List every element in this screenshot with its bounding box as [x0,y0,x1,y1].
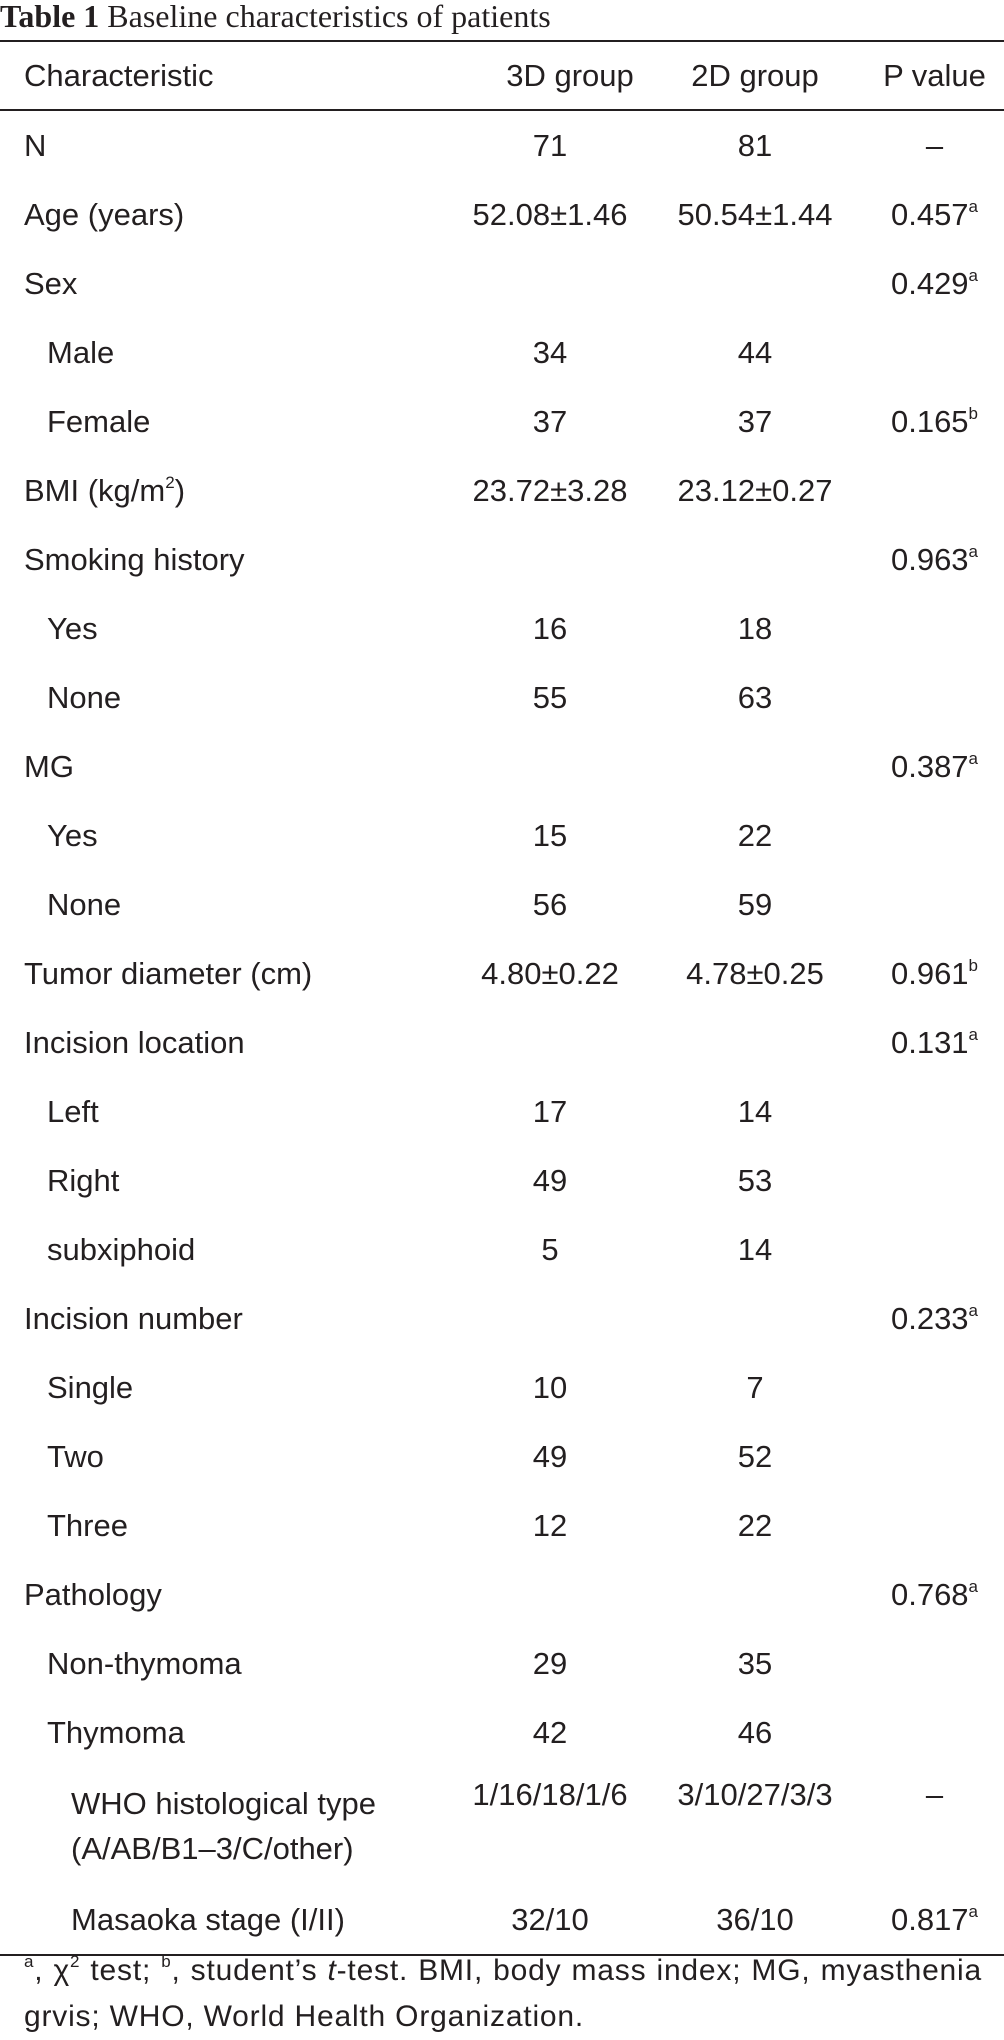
p-superscript: a [968,541,979,561]
header-row [0,41,1004,110]
label-superscript: 2 [165,472,175,492]
footnote-text-4: -test. BMI, body mass index; MG, myasthenia grvis; WHO, World Health Organization. [24,1954,982,2033]
p-superscript: a [968,196,979,216]
row-label: Incision number [24,1300,243,1336]
p-value: 0.233 [890,1300,969,1336]
cell-2d: 46 [737,1714,773,1750]
table-row [0,249,1004,318]
table-row [0,1767,1004,1885]
table-row [0,1698,1004,1767]
row-label-line2: (A/AB/B1–3/C/other) [71,1831,354,1866]
row-label: Smoking history [24,541,245,577]
cell-p [865,318,1004,387]
row-label: Three [47,1507,128,1543]
row-label: Sex [24,265,78,301]
table-row [0,1491,1004,1560]
table-title [0,0,551,38]
p-superscript: a [968,748,979,768]
footnote-sup-2: 2 [70,1952,81,1971]
table-row [0,939,1004,1008]
cell-p [865,1560,1004,1629]
table-row [0,1629,1004,1698]
row-label: Yes [47,817,98,853]
cell-p [865,1008,1004,1077]
row-label: Yes [47,610,98,646]
cell-3d: 49 [532,1162,568,1198]
cell-3d: 4.80±0.22 [481,955,619,991]
cell-2d: 23.12±0.27 [677,472,833,508]
row-label: Pathology [24,1576,162,1612]
p-value: 0.768 [890,1576,969,1612]
row-label: Incision location [24,1024,245,1060]
cell-3d [455,1560,645,1629]
row-label [0,1767,455,1885]
cell-3d: 56 [532,886,568,922]
column-header-characteristic: Characteristic [24,57,214,93]
cell-3d: 15 [532,817,568,853]
cell-3d: 5 [541,1231,559,1267]
footnote-sup-b: b [161,1952,172,1971]
cell-p [865,1146,1004,1215]
cell-2d: 18 [737,610,773,646]
column-header-2d-group: 2D group [691,57,819,93]
cell-p [865,525,1004,594]
p-superscript: a [968,1901,979,1921]
p-superscript: a [968,1024,979,1044]
cell-3d: 34 [532,334,568,370]
table-row [0,870,1004,939]
cell-p [865,249,1004,318]
cell-p [865,1077,1004,1146]
cell-2d: 35 [737,1645,773,1681]
table-number: Table 1 [0,0,100,34]
table-row [0,663,1004,732]
cell-3d: 42 [532,1714,568,1750]
cell-p [865,180,1004,249]
p-value: 0.165 [890,403,969,439]
cell-p [865,1629,1004,1698]
row-label: Non-thymoma [47,1645,242,1681]
p-value: 0.387 [890,748,969,784]
baseline-table [0,40,1004,1956]
table-row [0,594,1004,663]
table-row [0,387,1004,456]
row-label: Male [47,334,115,370]
cell-3d: 37 [532,403,568,439]
row-label: Single [47,1369,134,1405]
cell-3d: 71 [532,127,568,163]
table-row [0,732,1004,801]
cell-2d: 22 [737,1507,773,1543]
cell-2d: 14 [737,1231,773,1267]
p-value: 0.963 [890,541,969,577]
row-label: Left [47,1093,99,1129]
cell-p [865,1491,1004,1560]
cell-3d [455,249,645,318]
p-value: 0.961 [890,955,969,991]
cell-2d: 7 [746,1369,764,1405]
p-value: – [925,127,944,163]
row-label-text: BMI (kg/m [24,472,166,508]
cell-2d: 59 [737,886,773,922]
cell-p [865,456,1004,525]
cell-3d [455,732,645,801]
p-superscript: a [968,1576,979,1596]
row-label [0,456,455,525]
footnote-text-3: , student’s [171,1954,328,1987]
cell-p [865,110,1004,180]
cell-2d [645,1008,865,1077]
cell-3d [455,1008,645,1077]
p-value: 0.131 [890,1024,969,1060]
table-row [0,1353,1004,1422]
table-row [0,110,1004,180]
table-row [0,318,1004,387]
p-value: – [925,1777,944,1812]
p-superscript: b [968,955,979,975]
table-row [0,1146,1004,1215]
table-caption: Baseline characteristics of patients [107,0,551,34]
table-row [0,1422,1004,1491]
cell-p [865,1284,1004,1353]
row-label-line1: WHO histological type [71,1786,376,1821]
cell-2d [645,525,865,594]
p-value: 0.457 [890,196,969,232]
table-row [0,456,1004,525]
row-label: Right [47,1162,120,1198]
table-row [0,801,1004,870]
table-row [0,1077,1004,1146]
cell-2d: 52 [737,1438,773,1474]
cell-p [865,1215,1004,1284]
cell-p [865,801,1004,870]
cell-p [865,1767,1004,1885]
cell-p [865,387,1004,456]
row-label: Female [47,403,151,439]
p-superscript: a [968,1300,979,1320]
table-row [0,1008,1004,1077]
cell-2d: 3/10/27/3/3 [677,1777,833,1812]
cell-2d: 22 [737,817,773,853]
cell-3d: 16 [532,610,568,646]
row-label: MG [24,748,74,784]
cell-p [865,939,1004,1008]
footnote-t-italic: t [327,1954,337,1987]
cell-3d: 1/16/18/1/6 [472,1777,628,1812]
row-label: None [47,679,122,715]
cell-3d: 23.72±3.28 [472,472,628,508]
cell-2d: 81 [737,127,773,163]
row-label: N [24,127,47,163]
cell-2d [645,249,865,318]
cell-2d [645,1284,865,1353]
cell-3d: 32/10 [511,1901,589,1937]
table-footnote [24,1948,982,2040]
footnote-sup-a: a [24,1952,35,1971]
cell-p [865,732,1004,801]
cell-p [865,594,1004,663]
cell-3d: 17 [532,1093,568,1129]
p-value: 0.429 [890,265,969,301]
cell-2d: 4.78±0.25 [686,955,824,991]
cell-p [865,1422,1004,1491]
table-row [0,1284,1004,1353]
cell-2d: 44 [737,334,773,370]
cell-2d [645,1560,865,1629]
row-label: Thymoma [47,1714,185,1750]
row-label: None [47,886,122,922]
cell-3d: 52.08±1.46 [472,196,628,232]
cell-p [865,1698,1004,1767]
row-label: Age (years) [24,196,185,232]
cell-2d: 36/10 [716,1901,794,1937]
table-row [0,1215,1004,1284]
cell-3d: 55 [532,679,568,715]
cell-3d: 12 [532,1507,568,1543]
cell-p [865,663,1004,732]
cell-2d: 14 [737,1093,773,1129]
column-header-p-value: P value [883,57,986,93]
cell-2d: 37 [737,403,773,439]
footnote-text-1: , χ [34,1954,71,1987]
table-row [0,1885,1004,1955]
p-value: 0.817 [890,1901,969,1937]
footnote-text-2: test; [80,1954,162,1987]
cell-3d [455,1284,645,1353]
cell-p [865,1353,1004,1422]
cell-p [865,1885,1004,1955]
cell-2d: 50.54±1.44 [677,196,833,232]
row-label: Two [47,1438,104,1474]
cell-3d [455,525,645,594]
column-header-3d-group: 3D group [506,57,634,93]
cell-3d: 10 [532,1369,568,1405]
row-label: Masaoka stage (I/II) [71,1901,345,1937]
cell-p [865,870,1004,939]
cell-2d [645,732,865,801]
p-superscript: b [968,403,979,423]
row-label-end: ) [174,472,186,508]
cell-2d: 63 [737,679,773,715]
p-superscript: a [968,265,979,285]
table-row [0,525,1004,594]
row-label: Tumor diameter (cm) [24,955,313,991]
table-row [0,180,1004,249]
cell-3d: 49 [532,1438,568,1474]
cell-3d: 29 [532,1645,568,1681]
cell-2d: 53 [737,1162,773,1198]
table-row [0,1560,1004,1629]
row-label: subxiphoid [47,1231,196,1267]
